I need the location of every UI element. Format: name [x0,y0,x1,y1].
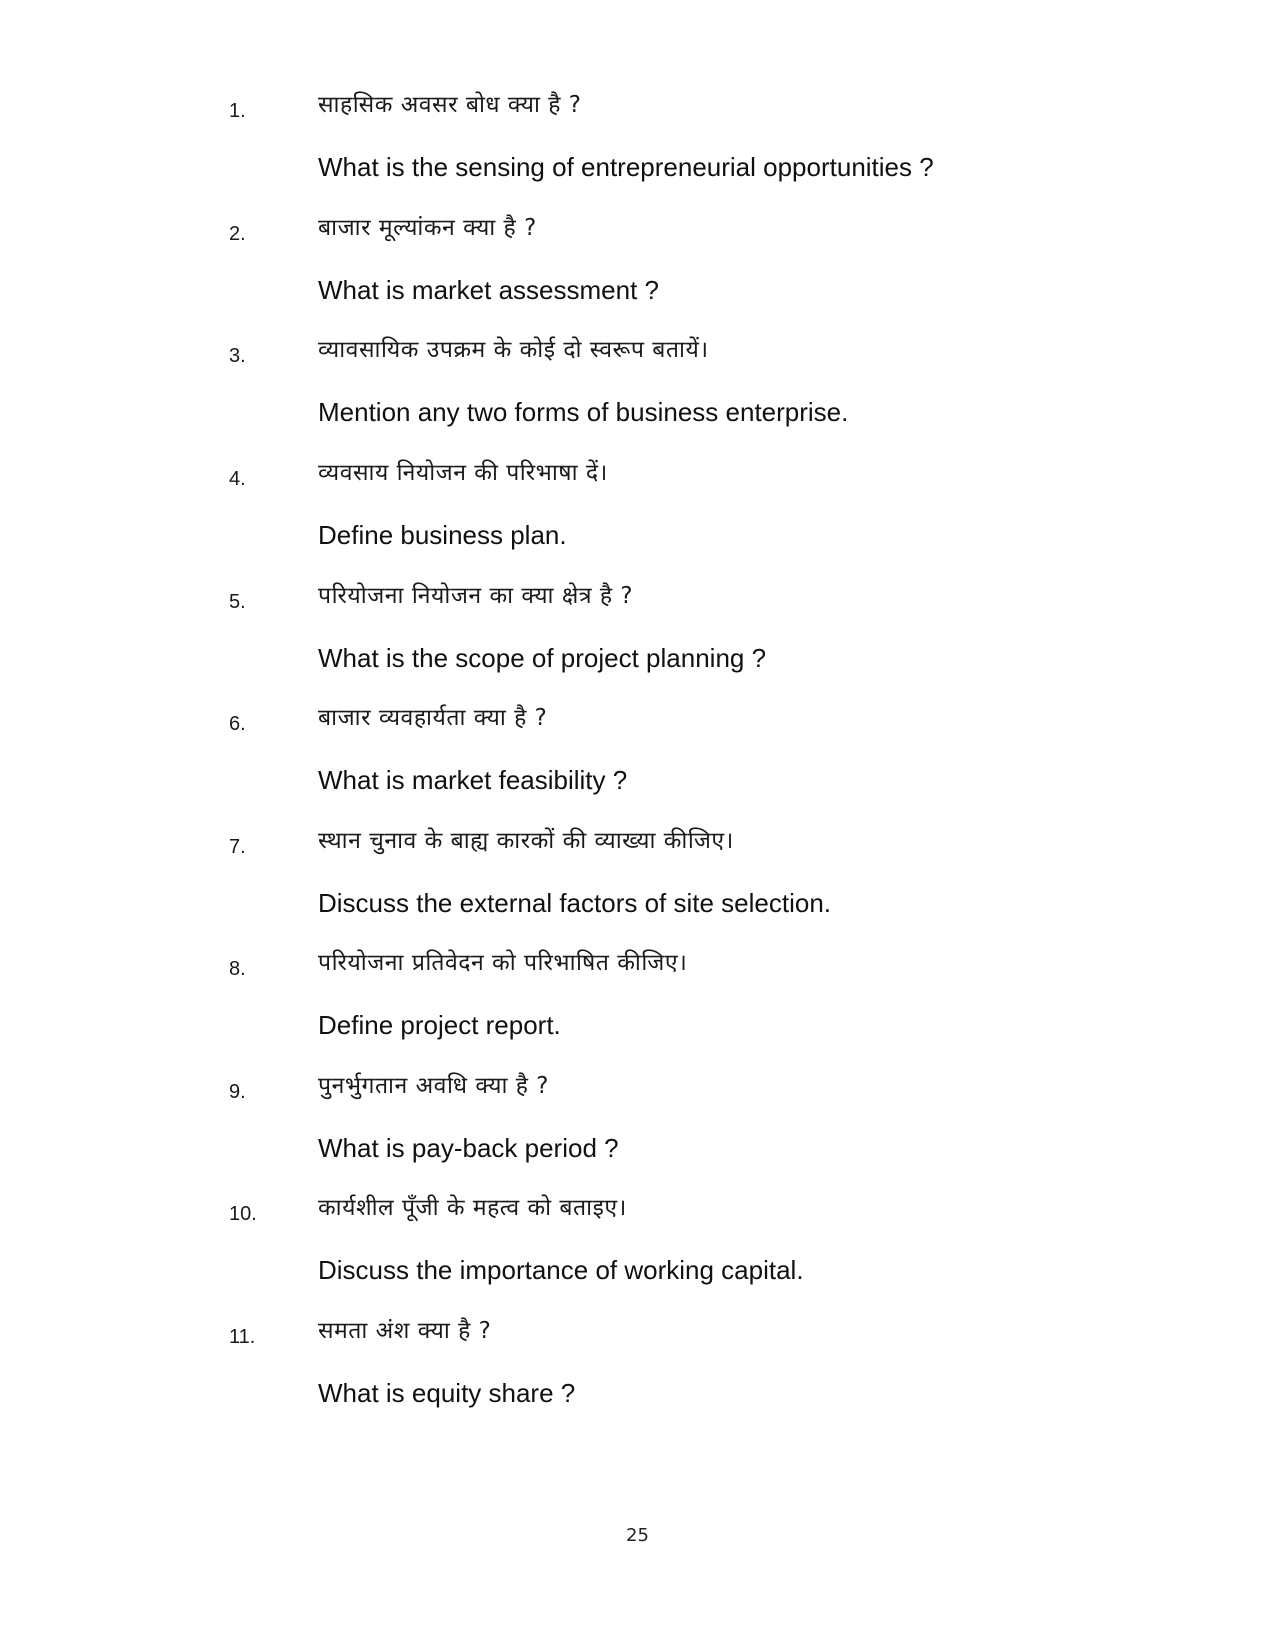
question-text-english: What is the sensing of entrepreneurial opportunities ? [318,152,934,182]
question-text-hindi: पुनर्भुगतान अवधि क्या है ? [318,1073,550,1099]
question-item [0,1318,1275,1452]
question-item [0,215,1275,349]
question-text-english: Mention any two forms of business enterprise. [318,397,849,427]
question-text-english: Discuss the importance of working capital. [318,1255,804,1285]
page-number: 25 [626,1525,649,1546]
question-number: 7. [229,836,246,858]
question-text-hindi: बाजार व्यवहार्यता क्या है ? [318,705,548,731]
question-number: 1. [229,100,246,122]
question-text-english: What is the scope of project planning ? [318,643,767,673]
question-item [0,705,1275,839]
question-text-hindi: बाजार मूल्यांकन क्या है ? [318,215,537,241]
question-text-english: What is pay-back period ? [318,1133,619,1163]
question-text-hindi: परियोजना नियोजन का क्या क्षेत्र है ? [318,583,634,609]
question-number: 2. [229,223,246,245]
question-item [0,460,1275,594]
question-number: 11. [229,1326,256,1348]
question-item [0,1073,1275,1207]
question-number: 10. [229,1203,257,1225]
question-item [0,1195,1275,1329]
question-item [0,950,1275,1084]
question-item [0,92,1275,226]
question-number: 4. [229,468,246,490]
question-number: 9. [229,1081,246,1103]
question-text-english: What is equity share ? [318,1378,576,1408]
question-number: 5. [229,591,246,613]
question-text-english: What is market feasibility ? [318,765,628,795]
question-text-hindi: व्यावसायिक उपक्रम के कोई दो स्वरूप बतायें। [318,337,709,363]
question-number: 3. [229,345,246,367]
question-text-hindi: साहसिक अवसर बोध क्या है ? [318,92,582,118]
question-text-hindi: समता अंश क्या है ? [318,1318,492,1344]
question-text-hindi: स्थान चुनाव के बाह्य कारकों की व्याख्या कीजिए। [318,828,734,854]
question-text-english: What is market assessment ? [318,275,659,305]
question-text-hindi: परियोजना प्रतिवेदन को परिभाषित कीजिए। [318,950,688,976]
question-text-hindi: व्यवसाय नियोजन की परिभाषा दें। [318,460,608,486]
question-number: 6. [229,713,246,735]
question-text-english: Discuss the external factors of site selection. [318,888,832,918]
question-text-english: Define project report. [318,1010,561,1040]
question-text-english: Define business plan. [318,520,567,550]
question-item [0,828,1275,962]
question-item [0,583,1275,717]
question-number: 8. [229,958,246,980]
question-text-hindi: कार्यशील पूँजी के महत्व को बताइए। [318,1195,627,1221]
question-item [0,337,1275,471]
